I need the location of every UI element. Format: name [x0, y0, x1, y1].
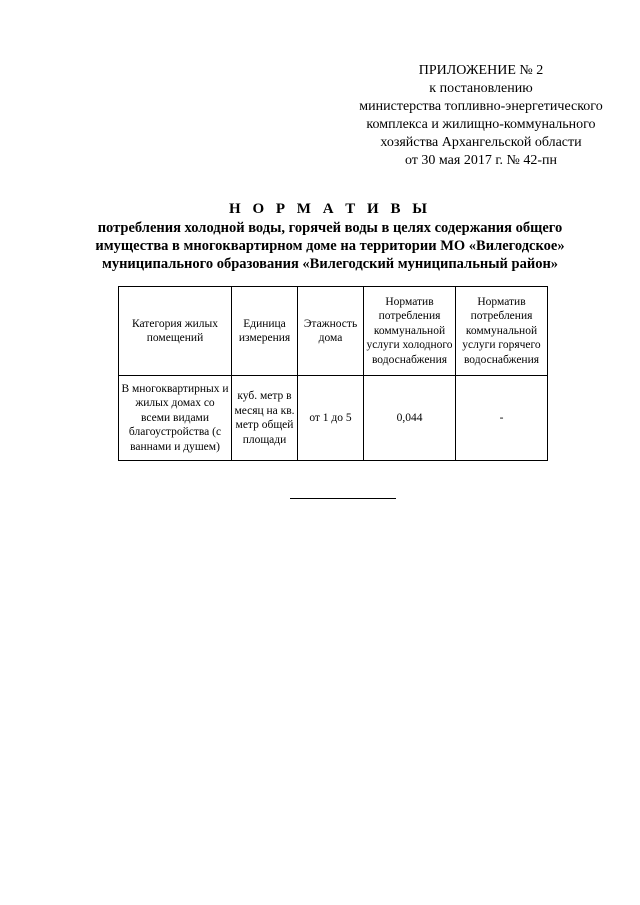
- document-title: Н О Р М А Т И В Ы: [229, 201, 431, 217]
- heading-line: имущества в многоквартирном доме на территории МО «Вилегодское»: [95, 238, 565, 254]
- header-cell: Этажность дома: [298, 287, 364, 376]
- table-cell: В многоквартирных и жилых домах со всеми видами благоустройства (с ваннами и душем): [119, 376, 232, 461]
- table-cell: от 1 до 5: [298, 376, 364, 461]
- appendix-line: хозяйства Архангельской области: [380, 135, 582, 150]
- appendix-line: к постановлению: [429, 81, 533, 96]
- heading-line: муниципального образования «Вилегодский муниципальный район»: [101, 256, 559, 272]
- table-cell: -: [456, 376, 548, 461]
- header-cell: Категория жилых помещений: [119, 287, 232, 376]
- table-cell: 0,044: [364, 376, 456, 461]
- closing-rule: [290, 498, 396, 499]
- header-cell: Норматив потребления коммунальной услуги горячего водоснабжения: [456, 287, 548, 376]
- norms-table: [118, 286, 548, 461]
- table-cell: куб. метр в месяц на кв. метр общей площади: [232, 376, 298, 461]
- document-heading: [60, 200, 600, 273]
- table-header-row: [119, 287, 548, 376]
- appendix-line: министерства топливно-энергетического: [359, 99, 603, 114]
- appendix-block: [340, 62, 622, 170]
- header-cell: Единица измерения: [232, 287, 298, 376]
- table-row: [119, 376, 548, 461]
- appendix-line: комплекса и жилищно-коммунального: [366, 117, 596, 132]
- header-cell: Норматив потребления коммунальной услуги холодного водоснабжения: [364, 287, 456, 376]
- appendix-line: ПРИЛОЖЕНИЕ № 2: [418, 63, 544, 78]
- heading-line: потребления холодной воды, горячей воды в целях содержания общего: [97, 220, 563, 236]
- appendix-line: от 30 мая 2017 г. № 42-пн: [404, 153, 558, 168]
